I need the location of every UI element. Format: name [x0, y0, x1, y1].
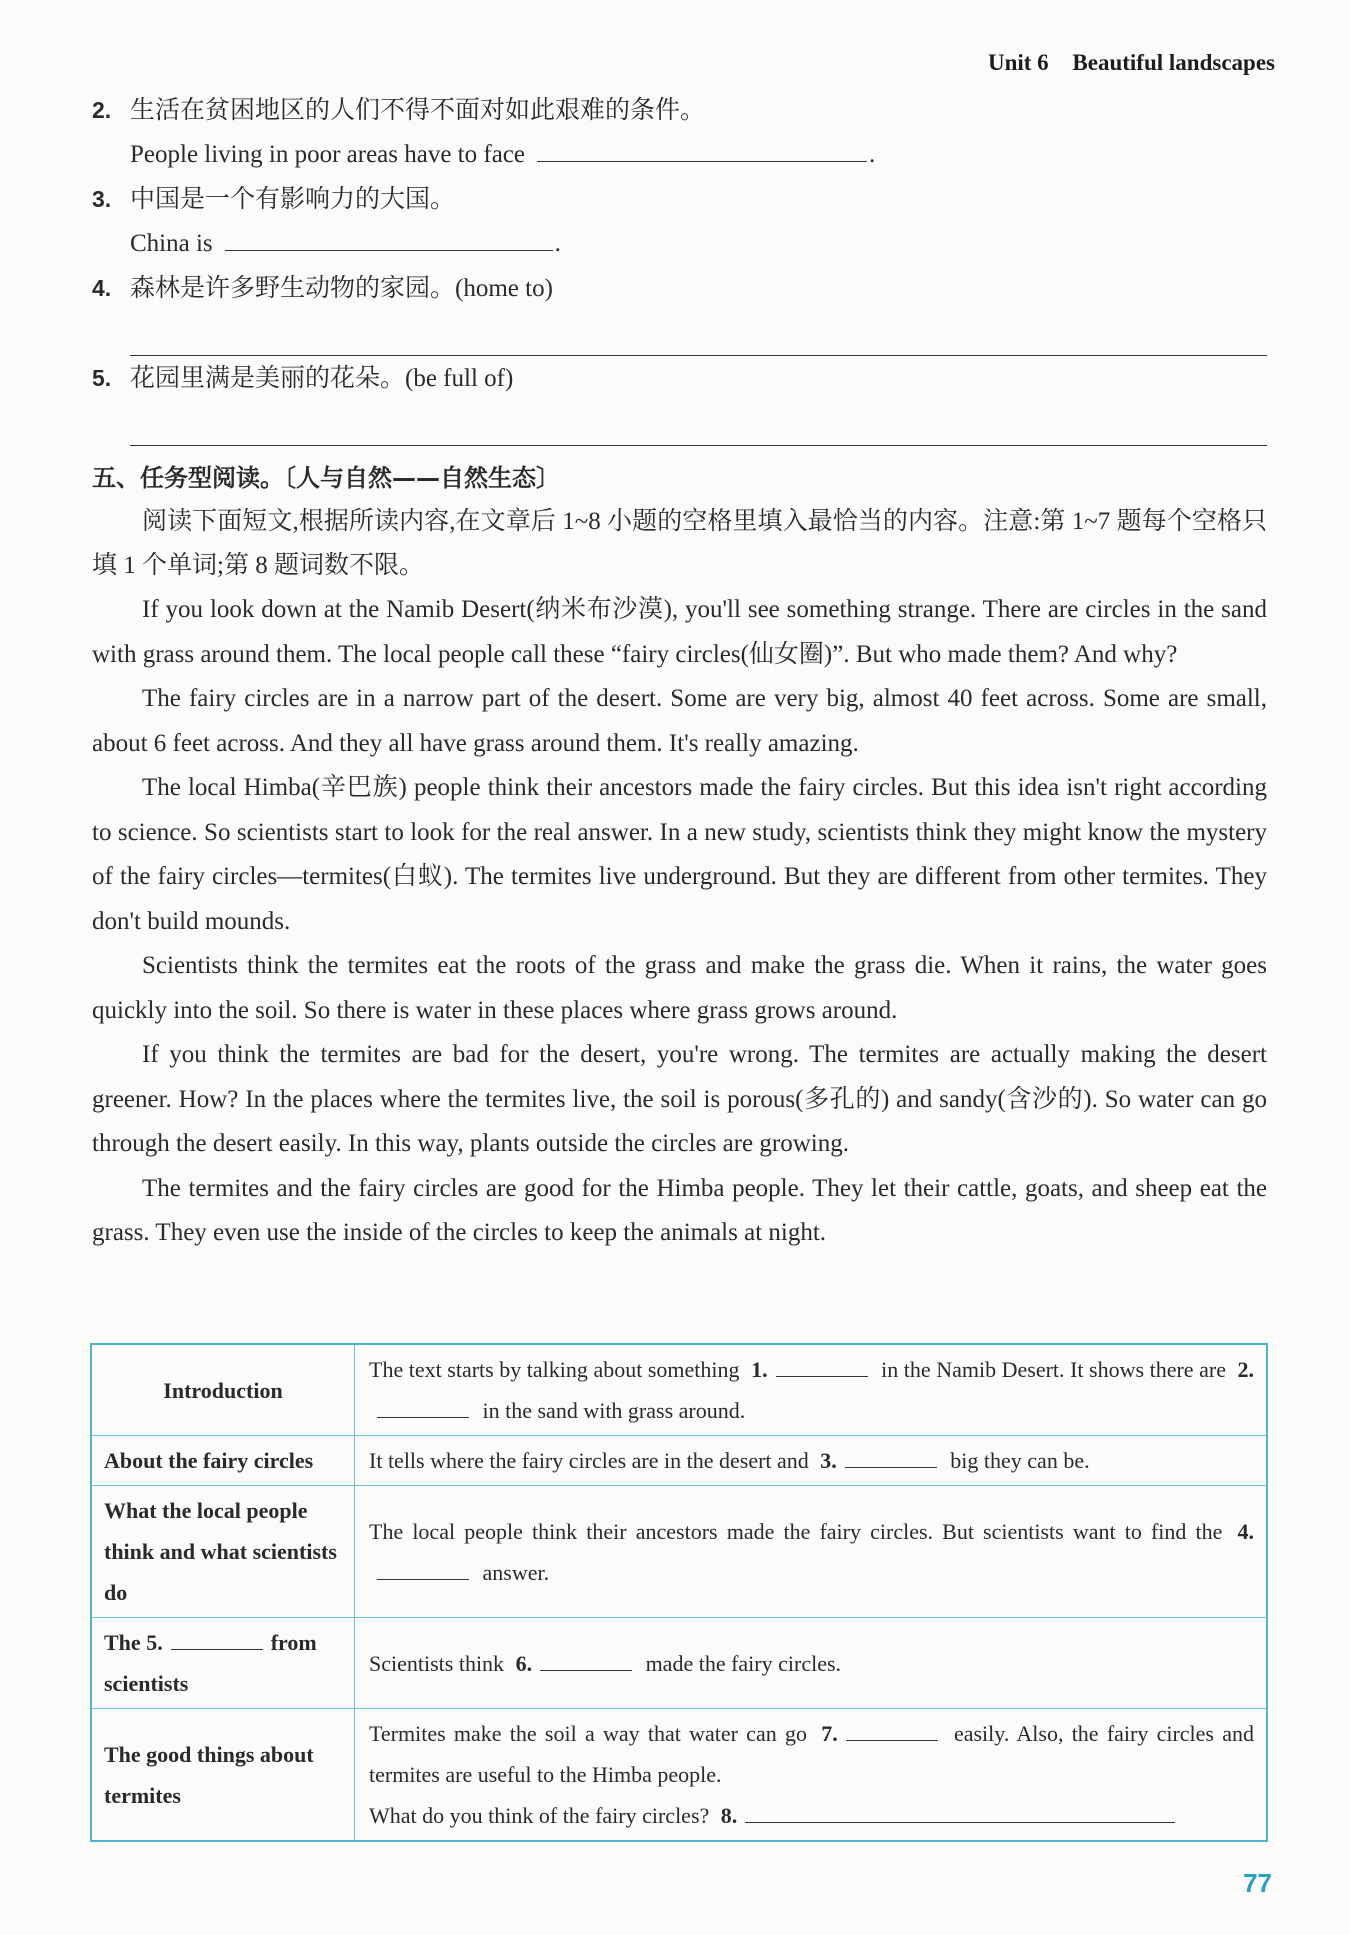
passage-paragraph-4: Scientists think the termites eat the roots of the grass and make the grass die. When it rains, the water goes quickly into the soil. So there is water in these places where grass grows around. [92, 952, 1267, 1024]
question-number: 3. [92, 186, 112, 212]
answer-blank-8[interactable] [745, 1802, 1175, 1823]
blank-number: 6. [515, 1650, 533, 1676]
translation-item-2: 2. 生活在贫困地区的人们不得不面对如此艰难的条件。 People living in poor areas have to face . [92, 88, 1267, 177]
row-label: The 5. from scientists [91, 1618, 355, 1709]
row-label: What the local people think and what scientists do [91, 1486, 355, 1618]
blank-number: 7. [821, 1721, 838, 1746]
english-prompt: People living in poor areas have to face [130, 141, 525, 168]
row-content: Termites make the soil a way that water can go 7. easily. Also, the fairy circles and termites are useful to the Himba people. What do you think of the fairy circles? 8. [355, 1709, 1268, 1842]
answer-line[interactable] [130, 311, 1267, 356]
question-number: 4. [92, 275, 112, 301]
table-row [91, 1436, 1267, 1486]
section-instruction: 阅读下面短文,根据所读内容,在文章后 1~8 小题的空格里填入最恰当的内容。注意:第 1~7 题每个空格只填 1 个单词;第 8 题词数不限。 [92, 508, 1267, 579]
passage-paragraph-2: The fairy circles are in a narrow part of the desert. Some are very big, almost 40 feet across. Some are small, about 6 feet across. And they all have grass around them. It's really amazing. [92, 685, 1267, 757]
row-label: Introduction [91, 1344, 355, 1436]
row-content: It tells where the fairy circles are in the desert and 3. big they can be. [355, 1436, 1268, 1486]
section-title: 五、任务型阅读。〔人与自然——自然生态〕 [92, 464, 560, 492]
chinese-sentence: 生活在贫困地区的人们不得不面对如此艰难的条件。 [130, 97, 706, 124]
passage-paragraph-1: If you look down at the Namib Desert(纳米布沙漠), you'll see something strange. There are circles in the sand with grass around them. The local people call these “fairy circles(仙女圈)”. But who made them? And why? [92, 596, 1267, 668]
translation-item-4 [92, 266, 1267, 356]
answer-blank-6[interactable] [540, 1650, 632, 1671]
answer-blank-1[interactable] [776, 1356, 868, 1377]
passage-paragraph-3: The local Himba(辛巴族) people think their ancestors made the fairy circles. But this idea isn't right according to science. So scientists start to look for the real answer. In a new study, scientists think they might know the mystery of the fairy circles—termites(白蚁). The termites live underground. But they are different from other termites. They don't build mounds. [92, 774, 1267, 935]
blank-number: 1. [751, 1357, 768, 1382]
row-label: The good things about termites [91, 1709, 355, 1842]
row-label: About the fairy circles [91, 1436, 355, 1486]
page-content [92, 88, 1267, 1256]
chinese-sentence: 花园里满是美丽的花朵。(be full of) [130, 365, 514, 392]
table-row [91, 1709, 1267, 1842]
question-number: 2. [92, 97, 112, 123]
answer-blank[interactable] [537, 137, 867, 162]
blank-number: 3. [820, 1448, 837, 1473]
task-table [90, 1343, 1268, 1842]
passage-paragraph-5: If you think the termites are bad for the desert, you're wrong. The termites are actually making the desert greener. How? In the places where the termites live, the soil is porous(多孔的) and sandy(含沙的). So water can go through the desert easily. In this way, plants outside the circles are growing. [92, 1041, 1267, 1157]
answer-blank-5[interactable] [171, 1629, 263, 1650]
page-header [988, 50, 1275, 76]
page-number: 77 [1243, 1868, 1272, 1898]
answer-blank-7[interactable] [846, 1720, 938, 1741]
answer-blank[interactable] [225, 226, 553, 251]
question-number: 5. [92, 365, 112, 391]
translation-item-3: 3. 中国是一个有影响力的大国。 China is . [92, 177, 1267, 266]
chinese-sentence: 中国是一个有影响力的大国。 [130, 186, 456, 213]
chinese-sentence: 森林是许多野生动物的家园。(home to) [130, 275, 553, 302]
blank-number: 2. [1237, 1357, 1255, 1382]
unit-label: Unit 6 [987, 50, 1049, 75]
row-content: The local people think their ancestors made the fairy circles. But scientists want to find the 4. answer. [355, 1486, 1268, 1618]
unit-title: Beautiful landscapes [1072, 50, 1275, 75]
table-row [91, 1618, 1267, 1709]
row-content: The text starts by talking about something 1. in the Namib Desert. It shows there are 2. in the sand with grass around. [355, 1344, 1268, 1436]
answer-blank-3[interactable] [845, 1447, 937, 1468]
answer-blank-2[interactable] [377, 1397, 469, 1418]
answer-blank-4[interactable] [377, 1559, 469, 1580]
table-row [91, 1486, 1267, 1618]
blank-number: 5. [146, 1630, 163, 1655]
blank-number: 8. [720, 1803, 738, 1828]
answer-line[interactable] [130, 401, 1267, 446]
english-prompt: China is [130, 230, 213, 257]
blank-number: 4. [1237, 1518, 1255, 1544]
passage-paragraph-6: The termites and the fairy circles are good for the Himba people. They let their cattle, goats, and sheep eat the grass. They even use the inside of the circles to keep the animals at night. [92, 1174, 1267, 1246]
row-content: Scientists think 6. made the fairy circles. [355, 1618, 1268, 1709]
table-row [91, 1344, 1267, 1436]
translation-item-5 [92, 356, 1267, 446]
